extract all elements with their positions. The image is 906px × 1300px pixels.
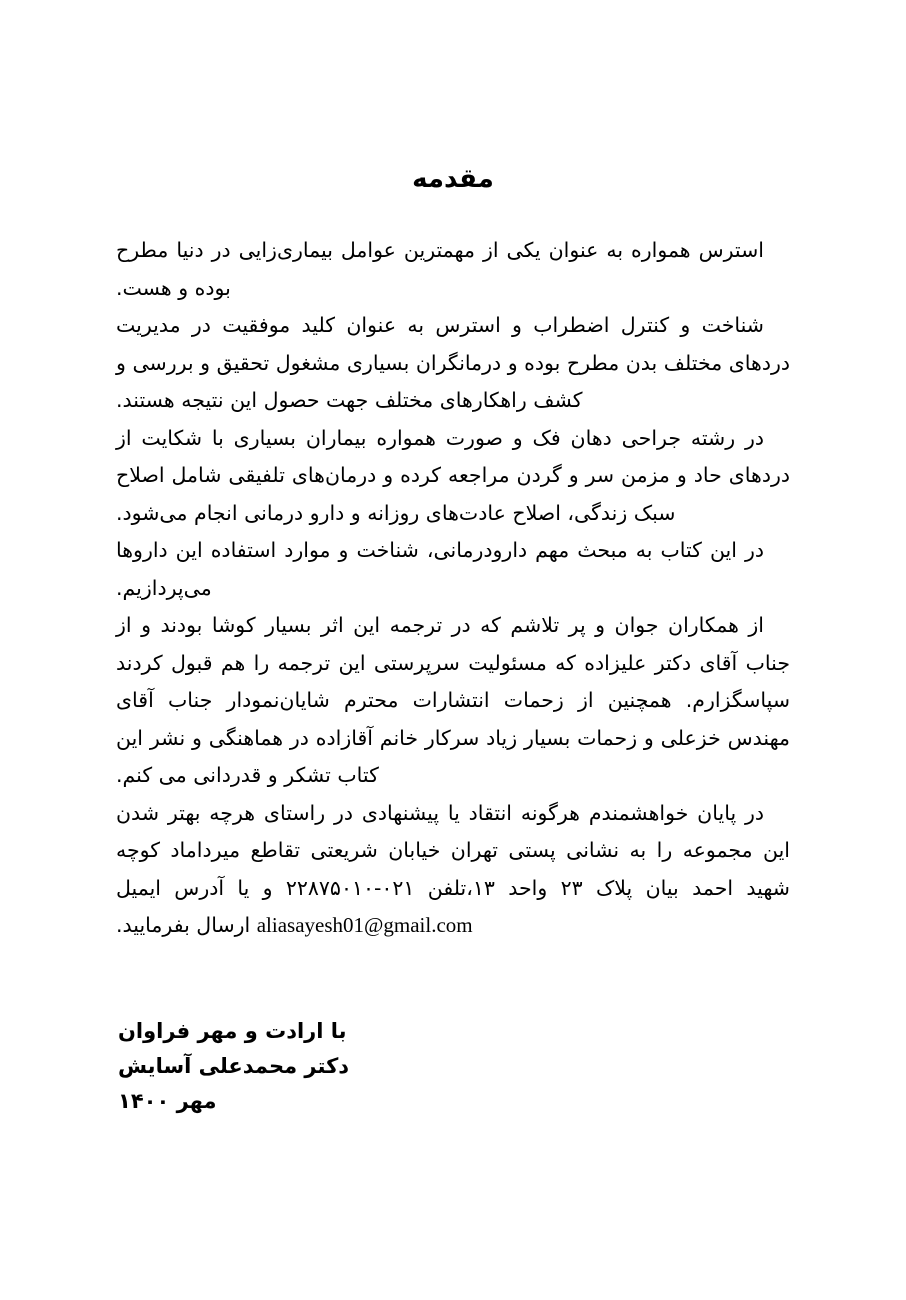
body-text-block bbox=[116, 232, 790, 945]
contact-text-after: ارسال بفرمایید. bbox=[116, 913, 257, 937]
paragraph-book-scope: در این کتاب به مبحث مهم دارودرمانی، شناخت و موارد استفاده این داروها می‌پردازیم. bbox=[116, 538, 764, 600]
page-title: مقدمه bbox=[412, 164, 494, 195]
signature-closing: با ارادت و مهر فراوان bbox=[118, 1019, 347, 1043]
email-address: aliasayesh01@gmail.com bbox=[256, 913, 473, 937]
paragraph-contact bbox=[116, 795, 790, 945]
contact-text-before: در پایان خواهشمندم هرگونه انتقاد یا پیشنهادی در راستای هرچه بهتر شدن این مجموعه را به نشانی پستی تهران خیابان شریعتی تقاطع میرداماد کوچه شهید احمد بیان پلاک ۲۳ واحد ۱۳،تلفن ۰۲۱-۲۲۸۷۵۰۱۰ و یا آدرس ایمیل bbox=[116, 800, 790, 900]
paragraph-acknowledgements: از همکاران جوان و پر تلاشم که در ترجمه این اثر بسیار کوشا بودند و از جناب آقای دکتر علیزاده که مسئولیت سرپرستی این ترجمه را هم قبول کردند سپاسگزارم. همچنین از زحمات انتشارات محترم شایان‌نمودار جناب آقای مهندس خزعلی و زحمات بسیار زیاد سرکار خانم آقازاده در هماهنگی و نشر این کتاب تشکر و قدردانی می کنم. bbox=[116, 613, 790, 787]
signature-author: دکتر محمدعلی آسایش bbox=[118, 1054, 350, 1078]
paragraph-oral-surgery: در رشته جراحی دهان فک و صورت همواره بیماران بسیاری با شکایت از دردهای حاد و مزمن سر و گردن مراجعه کرده و درمان‌های تلفیقی شامل اصلاح سبک زندگی، اصلاح عادت‌های روزانه و دارو درمانی انجام می‌شود. bbox=[116, 425, 790, 525]
paragraph-intro-stress: استرس همواره به عنوان یکی از مهمترین عوامل بیماری‌زایی در دنیا مطرح بوده و هست. bbox=[116, 238, 764, 300]
paragraph-anxiety-control: شناخت و کنترل اضطراب و استرس به عنوان کلید موفقیت در مدیریت دردهای مختلف بدن مطرح بوده و درمانگران بسیاری مشغول تحقیق و بررسی و کشف راهکارهای مختلف جهت حصول این نتیجه هستند. bbox=[116, 313, 790, 412]
signature-block bbox=[118, 1014, 414, 1119]
signature-date: مهر ۱۴۰۰ bbox=[118, 1089, 217, 1113]
